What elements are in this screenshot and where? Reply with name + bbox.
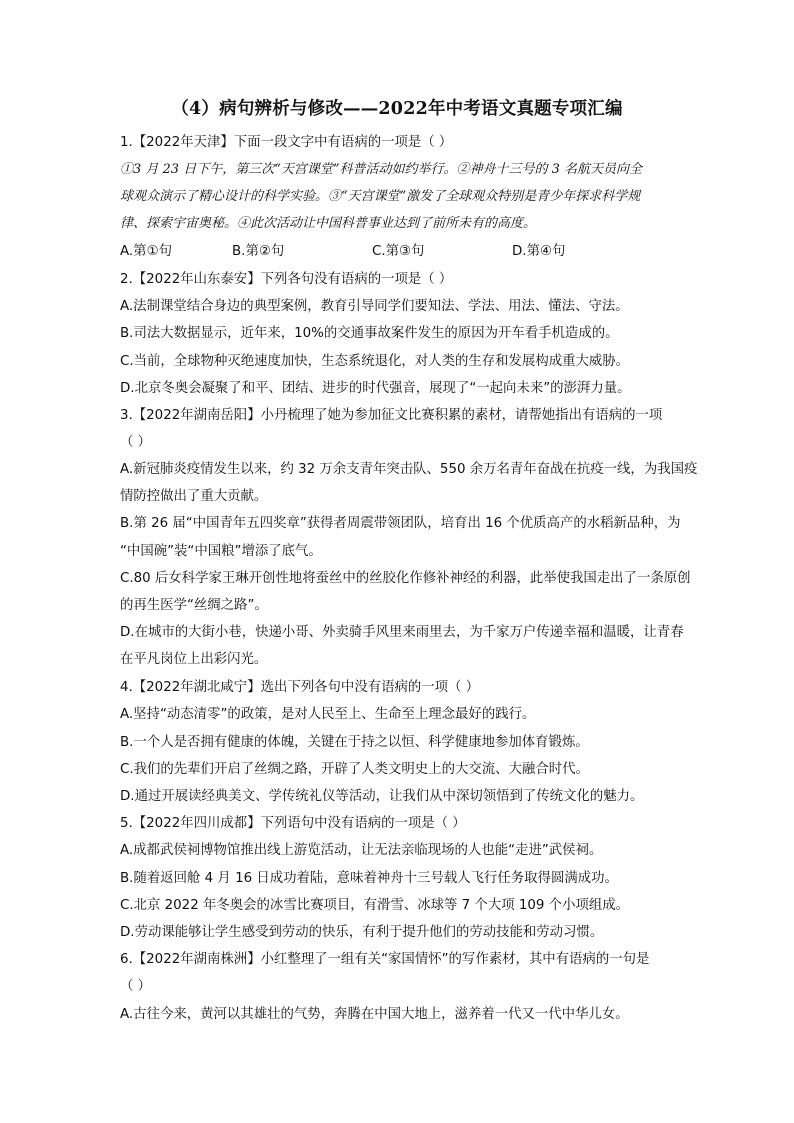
question-3-option-d-line: 在平凡岗位上出彩闪光。 xyxy=(120,652,268,667)
option-c: C.第③句 xyxy=(372,244,425,259)
question-2-option-c: C.当前，全球物种灭绝速度加快，生态系统退化，对人类的生存和发展构成重大威胁。 xyxy=(120,354,630,369)
option-a: A.第①句 xyxy=(120,244,172,259)
question-6-option-a: A.古往今来，黄河以其雄壮的气势，奔腾在中国大地上，滋养着一代又一代中华儿女。 xyxy=(120,1007,629,1022)
question-1-passage-line: ①3 月 23 日下午，第三次“天宫课堂”科普活动如约举行。②神舟十三号的 3 名航天员向全 xyxy=(120,162,643,177)
question-5-stem: 5.【2022年四川成都】下列语句中没有语病的一项是（ ） xyxy=(120,816,466,831)
question-6-stem: 6.【2022年湖南株洲】小红整理了一组有关“家国情怀”的写作素材，其中有语病的一句是 xyxy=(120,952,650,967)
question-3-bracket: （ ） xyxy=(120,435,152,450)
question-4-option-c: C.我们的先辈们开启了丝绸之路，开辟了人类文明史上的大交流、大融合时代。 xyxy=(120,762,589,777)
question-5-option-a: A.成都武侯祠博物馆推出线上游览活动，让无法亲临现场的人也能“走进”武侯祠。 xyxy=(120,843,603,858)
question-4-stem: 4.【2022年湖北咸宁】选出下列各句中没有语病的一项（ ） xyxy=(120,680,480,695)
question-1-passage-line: 球观众演示了精心设计的科学实验。③“天宫课堂”激发了全球观众特别是青少年探求科学规 xyxy=(120,189,641,204)
question-1-options xyxy=(120,242,680,262)
question-4-option-d: D.通过开展读经典美文、学传统礼仪等活动，让我们从中深切领悟到了传统文化的魅力。 xyxy=(120,789,644,804)
question-3-option-c-line: C.80 后女科学家王琳开创性地将蚕丝中的丝胶化作修补神经的利器，此举使我国走出了一条原创 xyxy=(120,571,691,586)
question-3-option-b-line: “中国碗”装“中国粮”增添了底气。 xyxy=(120,544,322,559)
question-3-option-c-line: 的再生医学“丝绸之路”。 xyxy=(120,598,268,613)
question-3-option-d-line: D.在城市的大街小巷，快递小哥、外卖骑手风里来雨里去，为千家万户传递幸福和温暖，让青春 xyxy=(120,625,684,640)
question-3-option-a-line: 情防控做出了重大贡献。 xyxy=(120,489,268,504)
question-2-stem: 2.【2022年山东泰安】下列各句没有语病的一项是（ ） xyxy=(120,272,453,287)
question-2-option-b: B.司法大数据显示，近年来，10%的交通事故案件发生的原因为开车看手机造成的。 xyxy=(120,326,619,341)
question-4-option-a: A.坚持“动态清零”的政策，是对人民至上、生命至上理念最好的践行。 xyxy=(120,707,536,722)
question-6-bracket: （ ） xyxy=(120,979,152,994)
question-1-passage-line: 律、探索宇宙奥秘。④此次活动让中国科普事业达到了前所未有的高度。 xyxy=(120,216,537,231)
question-3-option-a-line: A.新冠肺炎疫情发生以来，约 32 万余支青年突击队、550 余万名青年奋战在抗疫一线，为我国疫 xyxy=(120,462,698,477)
question-2-option-a: A.法制课堂结合身边的典型案例，教育引导同学们要知法、学法、用法、懂法、守法。 xyxy=(120,299,629,314)
page-title: （4）病句辨析与修改——2022年中考语文真题专项汇编 xyxy=(171,99,623,119)
option-b: B.第②句 xyxy=(232,244,285,259)
question-5-option-c: C.北京 2022 年冬奥会的冰雪比赛项目，有滑雪、冰球等 7 个大项 109 个小项组成。 xyxy=(120,898,630,913)
option-d: D.第④句 xyxy=(512,244,566,259)
question-2-option-d: D.北京冬奥会凝聚了和平、团结、进步的时代强音，展现了“一起向未来”的澎湃力量。 xyxy=(120,381,631,396)
question-5-option-d: D.劳动课能够让学生感受到劳动的快乐，有利于提升他们的劳动技能和劳动习惯。 xyxy=(120,925,604,940)
question-4-option-b: B.一个人是否拥有健康的体魄，关键在于持之以恒、科学健康地参加体育锻炼。 xyxy=(120,735,589,750)
question-3-stem: 3.【2022年湖南岳阳】小丹梳理了她为参加征文比赛积累的素材，请帮她指出有语病的一项 xyxy=(120,408,663,423)
question-1-stem: 1.【2022年天津】下面一段文字中有语病的一项是（ ） xyxy=(120,135,453,150)
question-3-option-b-line: B.第 26 届“中国青年五四奖章”获得者周震带领团队，培育出 16 个优质高产的水稻新品种，为 xyxy=(120,516,681,531)
question-5-option-b: B.随着返回舱 4 月 16 日成功着陆，意味着神舟十三号载人飞行任务取得圆满成功。 xyxy=(120,871,618,886)
